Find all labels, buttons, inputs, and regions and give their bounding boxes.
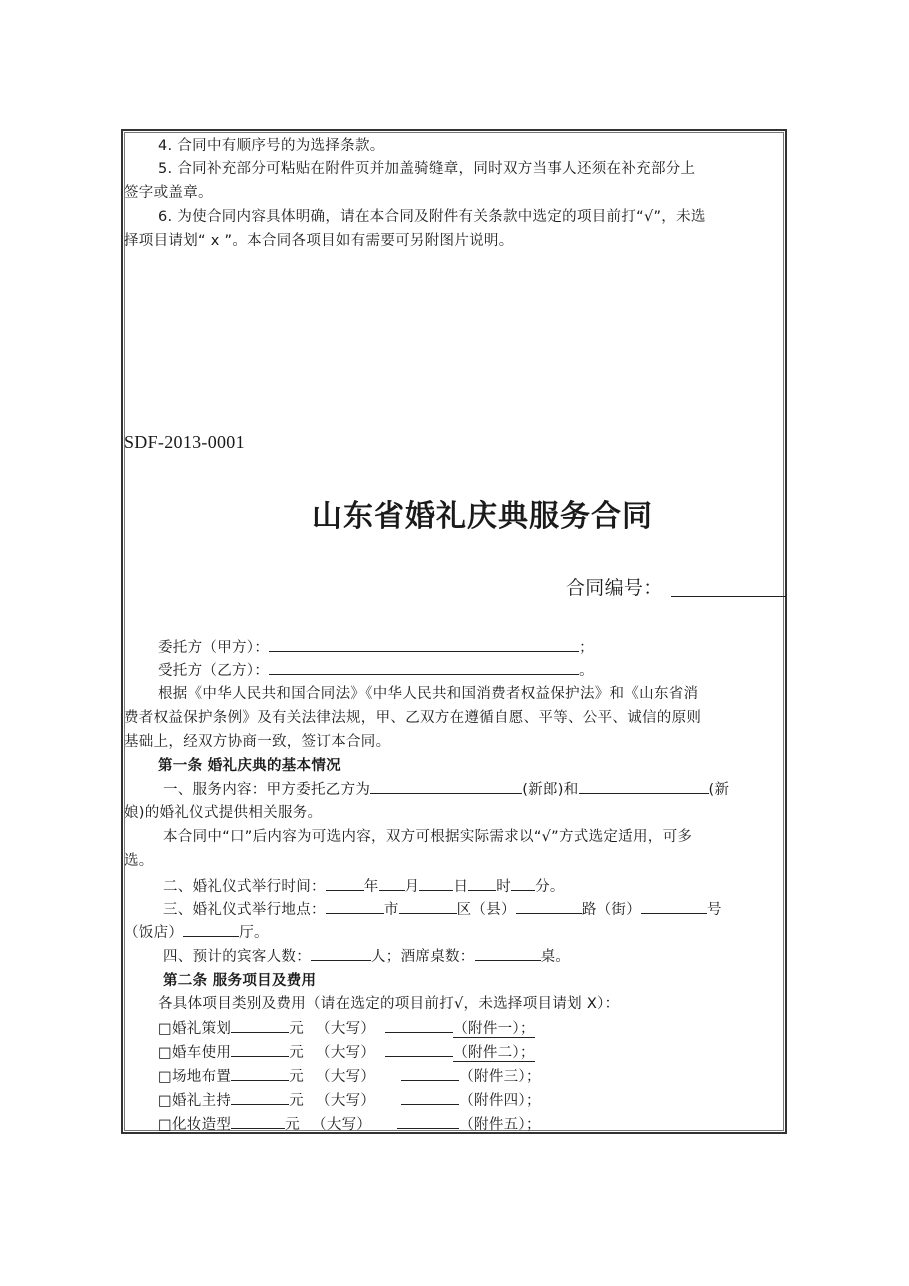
year-field[interactable] [326,876,364,891]
daxie-label: （大写） [312,1117,372,1133]
service-item-row [158,1018,535,1039]
item-end: ； [525,1117,541,1133]
minute-field[interactable] [511,876,535,891]
item-planning-daxie-field[interactable] [385,1018,453,1033]
item-host-daxie-field[interactable] [401,1090,459,1105]
number-label: 号 [707,902,722,918]
table-count-field[interactable] [475,946,541,961]
hour-field[interactable] [468,876,496,891]
page-title: 山东省婚礼庆典服务合同 [312,499,653,534]
daxie-label: （大写） [316,1093,376,1109]
yuan-label: 元 [289,1021,305,1037]
hall-label: 厅。 [239,925,269,941]
yuan-label: 元 [289,1093,305,1109]
daxie-label: （大写） [316,1045,376,1061]
table-count-label: 人；酒席桌数： [371,949,475,965]
ceremony-place-cont [124,922,269,943]
groom-name-field[interactable] [370,779,522,794]
article-2-heading: 第二条 服务项目及费用 [163,973,317,989]
year-label: 年 [363,879,379,895]
attachment-label: （附件二） [453,1045,520,1061]
guest-count-field[interactable] [311,946,371,961]
district-field[interactable] [399,899,457,914]
bride-label: (新 [708,782,730,798]
ceremony-time-label: 二、婚礼仪式举行时间： [163,879,326,895]
road-label: 路（街） [581,902,642,918]
item-host-checkbox[interactable]: □婚礼主持 [158,1093,232,1109]
note-5: 5. 合同补充部分可粘贴在附件页并加盖骑缝章，同时双方当事人还须在补充部分上 [158,161,696,177]
day-label: 日 [453,879,469,895]
road-field[interactable] [516,899,582,914]
item-makeup-daxie-field[interactable] [397,1114,459,1129]
party-a-row [158,637,594,658]
minute-label: 分。 [535,879,565,895]
preamble-line-1: 根据《中华人民共和国合同法》《中华人民共和国消费者权益保护法》和《山东省消 [158,686,699,702]
item-end: ； [525,1093,541,1109]
note-5-cont: 签字或盖章。 [124,185,213,201]
attachment-label: （附件三） [459,1069,526,1085]
tables-unit: 桌。 [540,949,571,965]
yuan-label: 元 [289,1069,305,1085]
party-a-label: 委托方（甲方）： [158,640,270,656]
bride-name-field[interactable] [579,779,709,794]
article-2-intro: 各具体项目类别及费用（请在选定的项目前打√，未选择项目请划 X）： [158,996,620,1012]
daxie-label: （大写） [316,1069,376,1085]
attachment-label: （附件五） [459,1117,526,1133]
preamble-line-2: 费者权益保护条例》及有关法律法规，甲、乙双方在遵循自愿、平等、公平、诚信的原则 [124,710,702,726]
month-label: 月 [404,879,420,895]
service-content-row [163,779,729,800]
party-b-end: 。 [579,663,594,679]
city-label: 市 [383,902,399,918]
groom-label: (新郎)和 [522,782,579,798]
service-item-row [158,1114,541,1135]
attachment-label: （附件一） [453,1021,520,1037]
item-makeup-checkbox[interactable]: □化妆造型 [158,1117,232,1133]
daxie-label: （大写） [316,1021,376,1037]
contract-number-label: 合同编号： [566,577,663,599]
item-car-daxie-field[interactable] [385,1042,453,1057]
item-makeup-price-field[interactable] [231,1114,285,1129]
item-planning-price-field[interactable] [231,1018,289,1033]
item-planning-checkbox[interactable]: □婚礼策划 [158,1021,232,1037]
ceremony-time-row [163,876,565,897]
item-end: ； [519,1021,535,1037]
hotel-label: （饭店） [124,925,184,941]
service-item-row [158,1042,535,1063]
party-b-label: 受托方（乙方）： [158,663,270,679]
guest-count-row [163,946,570,967]
item-end: ； [519,1045,535,1061]
optional-note: 本合同中“口”后内容为可选内容，双方可根据实际需求以“√”方式选定适用，可多 [163,829,693,845]
guest-count-label: 四、预计的宾客人数： [163,949,311,965]
yuan-label: 元 [285,1117,301,1133]
service-item-row [158,1090,541,1111]
item-venue-checkbox[interactable]: □场地布置 [158,1069,232,1085]
district-label: 区（县） [456,902,516,918]
preamble-line-3: 基础上，经双方协商一致，签订本合同。 [124,734,391,750]
service-content-cont: 娘)的婚礼仪式提供相关服务。 [124,805,323,821]
party-b-field[interactable] [269,660,579,675]
party-a-field[interactable] [269,637,579,652]
number-field[interactable] [641,899,707,914]
city-field[interactable] [326,899,384,914]
item-end: ； [525,1069,541,1085]
item-host-price-field[interactable] [231,1090,289,1105]
note-4: 4. 合同中有顺序号的为选择条款。 [158,138,385,154]
note-6: 6. 为使合同内容具体明确，请在本合同及附件有关条款中选定的项目前打“√”，未选 [158,209,706,225]
contract-number-field[interactable] [671,596,786,597]
service-item-row [158,1066,541,1087]
document-code: SDF-2013-0001 [124,432,245,452]
optional-note-cont: 选。 [124,853,154,869]
ceremony-place-label: 三、婚礼仪式举行地点： [163,902,326,918]
attachment-label: （附件四） [459,1093,526,1109]
hour-label: 时 [496,879,512,895]
ceremony-place-row [163,899,722,920]
party-b-row [158,660,594,681]
day-field[interactable] [419,876,453,891]
item-venue-daxie-field[interactable] [401,1066,459,1081]
month-field[interactable] [379,876,405,891]
yuan-label: 元 [289,1045,305,1061]
hall-field[interactable] [183,922,239,937]
service-content-label: 一、服务内容：甲方委托乙方为 [163,782,371,798]
party-a-end: ； [579,640,594,656]
article-1-heading: 第一条 婚礼庆典的基本情况 [158,758,341,774]
item-venue-price-field[interactable] [231,1066,289,1081]
item-car-checkbox[interactable]: □婚车使用 [158,1045,232,1061]
note-6-cont: 择项目请划“ x ”。本合同各项目如有需要可另附图片说明。 [124,233,514,249]
item-car-price-field[interactable] [231,1042,289,1057]
